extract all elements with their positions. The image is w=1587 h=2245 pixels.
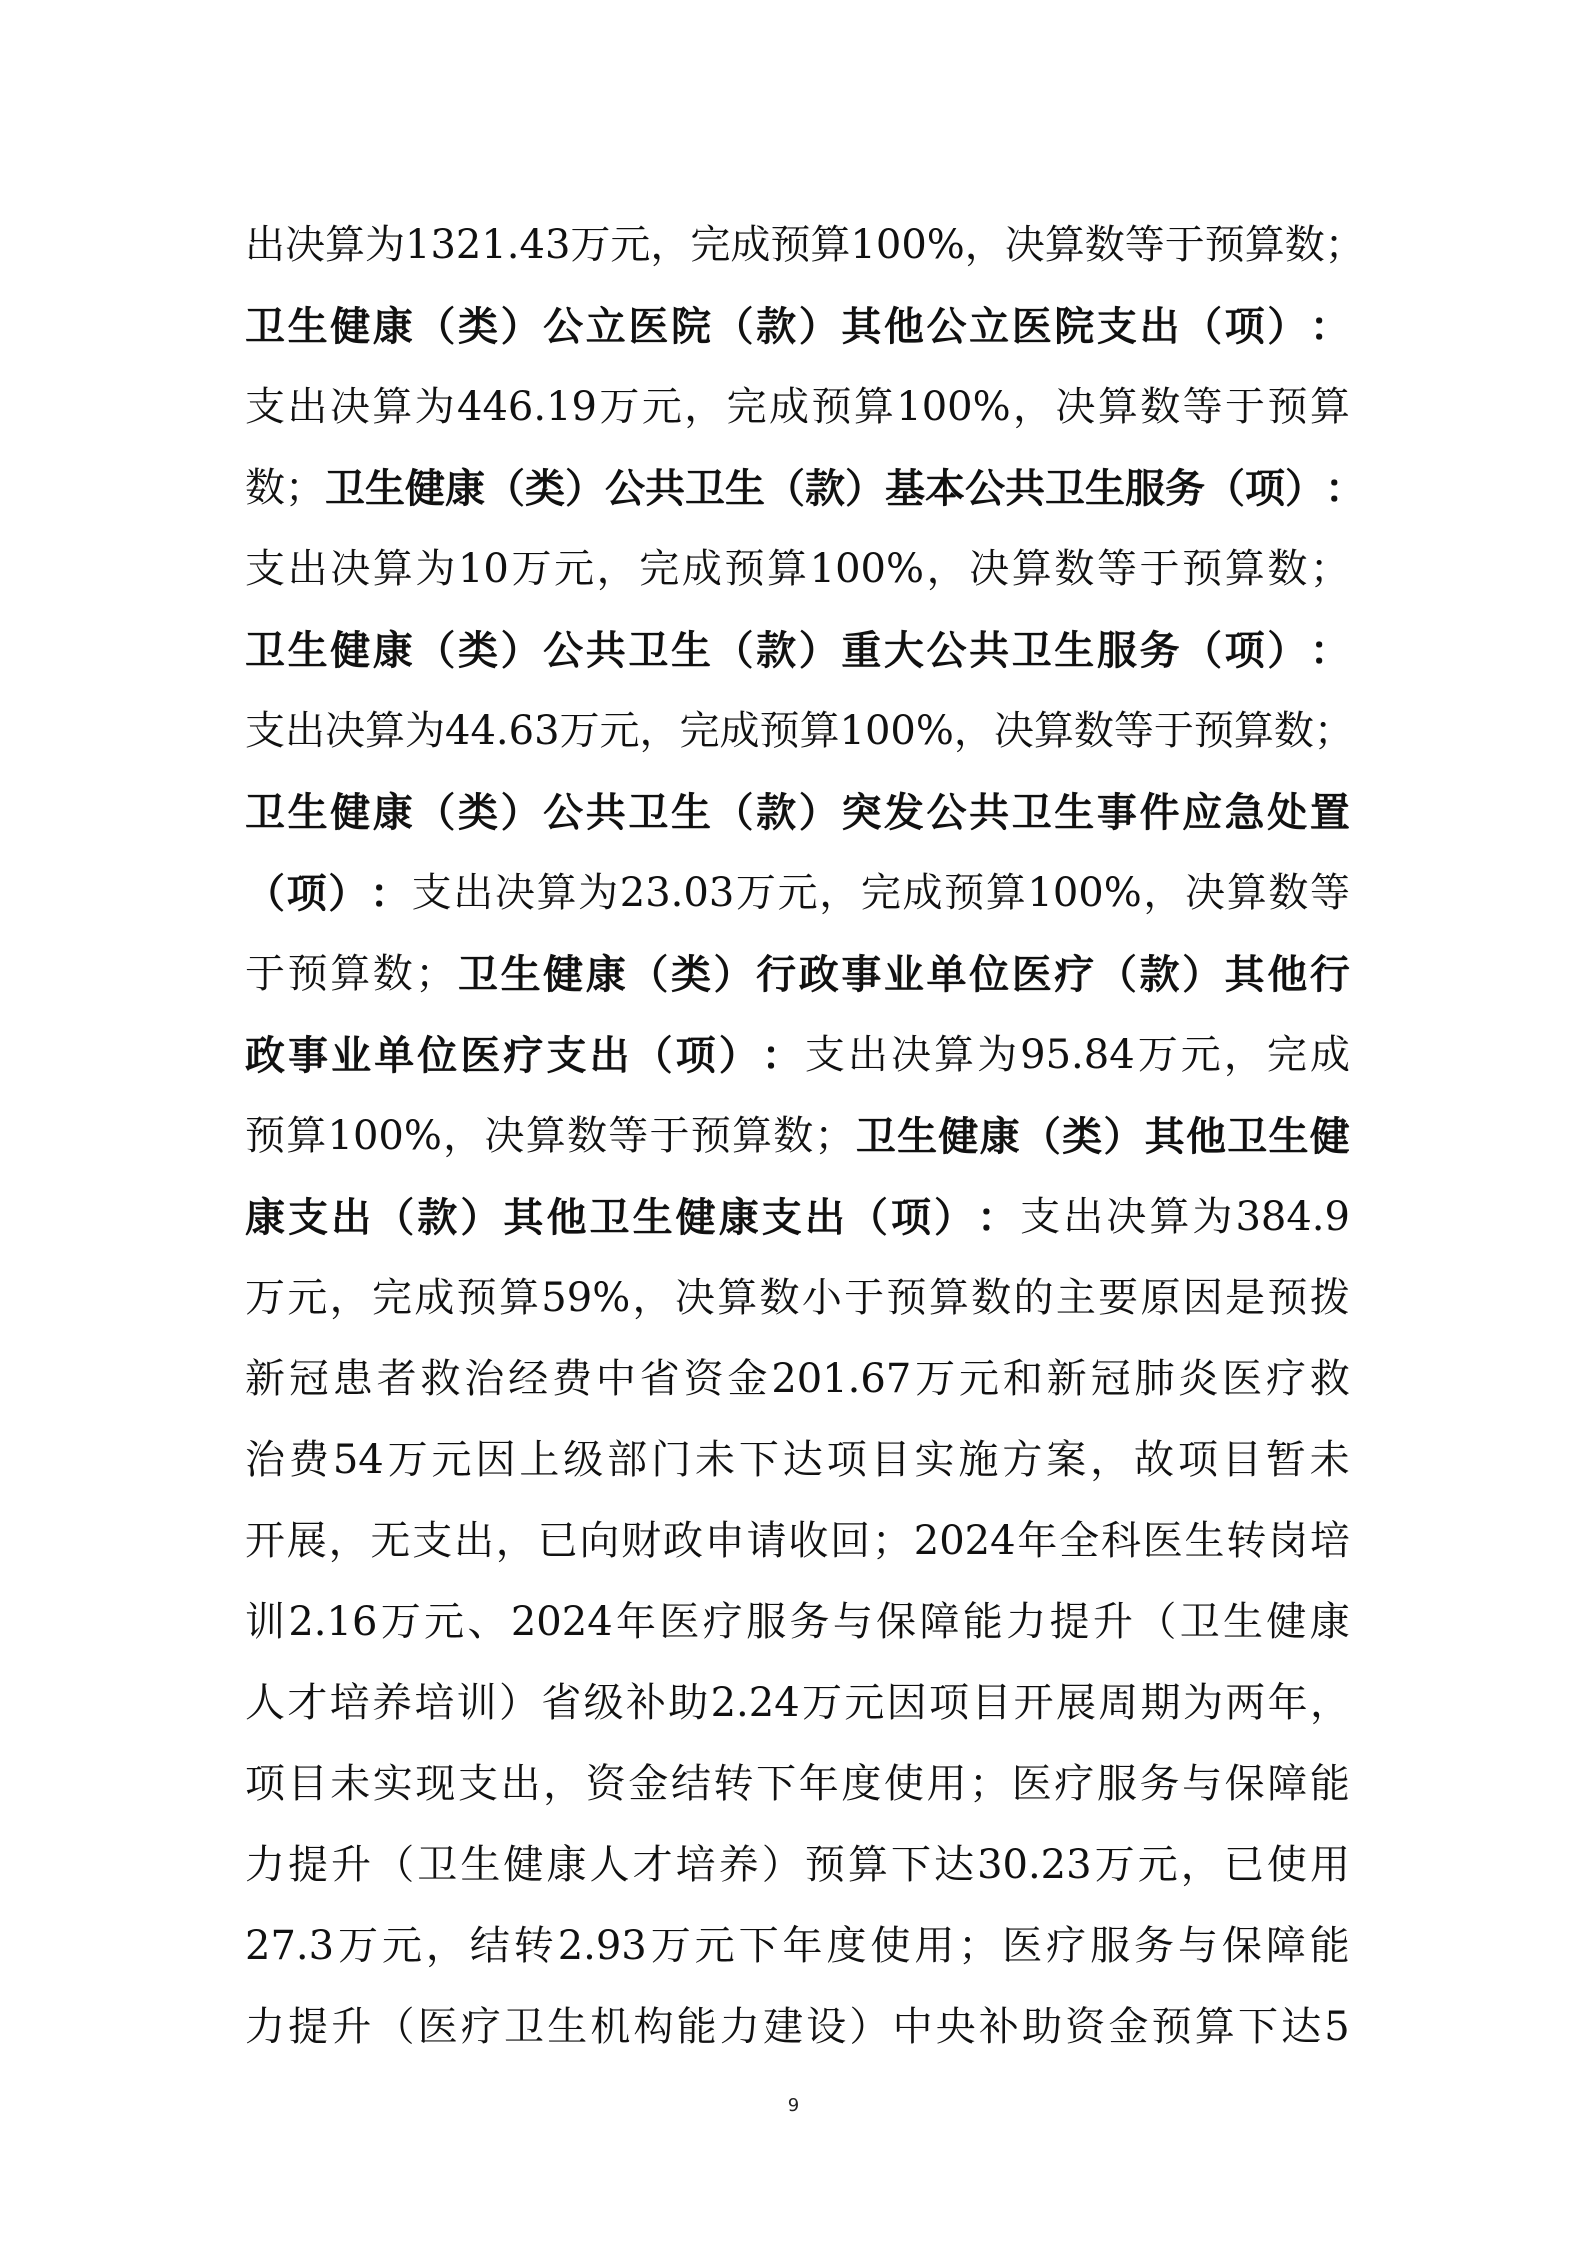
text-line: 数 ； 卫 生 健 康 （ 类 ） 公 共 卫 生 （ 款 ） 基 本 公 共 卫 生 服 务 （ 项 ） ： bbox=[245, 465, 1365, 512]
text-line: 力 提 升 （ 卫 生 健 康 人 才 培 养 ） 预 算 下 达 30.23 万 元 ， 已 使 用 bbox=[245, 1842, 1350, 1888]
text-line: 卫 生 健 康 （ 类 ） 公 共 卫 生 （ 款 ） 突 发 公 共 卫 生 事 件 应 急 处 置 bbox=[245, 789, 1350, 836]
text-line: 万 元 ， 完 成 预 算 59% ， 决 算 数 小 于 预 算 数 的 主 要 原 因 是 预 拨 bbox=[245, 1275, 1350, 1321]
text-line: 训 2.16 万 元 、 2024 年 医 疗 服 务 与 保 障 能 力 提 升 （ 卫 生 健 康 bbox=[245, 1599, 1350, 1645]
text-line: 卫 生 健 康 （ 类 ） 公 立 医 院 （ 款 ） 其 他 公 立 医 院 支 出 （ 项 ） ： bbox=[245, 303, 1350, 350]
text-line: 27.3 万 元 ， 结 转 2.93 万 元 下 年 度 使 用 ； 医 疗 服 务 与 保 障 能 bbox=[245, 1923, 1350, 1969]
page-number: 9 bbox=[787, 2095, 800, 2116]
text-line: 人 才 培 养 培 训 ） 省 级 补 助 2.24 万 元 因 项 目 开 展 周 期 为 两 年 ， bbox=[245, 1680, 1350, 1726]
text-line: 于 预 算 数 ； 卫 生 健 康 （ 类 ） 行 政 事 业 单 位 医 疗 （ 款 ） 其 他 行 bbox=[245, 951, 1350, 998]
text-line: 康 支 出 （ 款 ） 其 他 卫 生 健 康 支 出 （ 项 ） ： 支 出 决 算 为 384.9 bbox=[245, 1194, 1350, 1241]
text-line: 开 展 ， 无 支 出 ， 已 向 财 政 申 请 收 回 ； 2024 年 全 科 医 生 转 岗 培 bbox=[245, 1518, 1350, 1564]
text-line: 项 目 未 实 现 支 出 ， 资 金 结 转 下 年 度 使 用 ； 医 疗 服 务 与 保 障 能 bbox=[245, 1761, 1350, 1807]
text-line: 政 事 业 单 位 医 疗 支 出 （ 项 ） ： 支 出 决 算 为 95.84 万 元 ， 完 成 bbox=[245, 1032, 1350, 1079]
text-line: 力 提 升 （ 医 疗 卫 生 机 构 能 力 建 设 ） 中 央 补 助 资 金 预 算 下 达 5 bbox=[245, 2004, 1350, 2050]
text-line: （ 项 ） ： 支 出 决 算 为 23.03 万 元 ， 完 成 预 算 100% ， 决 算 数 等 bbox=[245, 870, 1350, 917]
text-line: 支 出 决 算 为 44.63 万 元 ， 完 成 预 算 100% ， 决 算 数 等 于 预 算 数 ； bbox=[245, 708, 1354, 754]
body-text bbox=[245, 205, 1365, 2068]
text-line: 出 决 算 为 1321.43 万 元 ， 完 成 预 算 100% ， 决 算 数 等 于 预 算 数 ； bbox=[245, 222, 1365, 268]
text-line: 预 算 100% ， 决 算 数 等 于 预 算 数 ； 卫 生 健 康 （ 类 ） 其 他 卫 生 健 bbox=[245, 1113, 1350, 1160]
text-line: 卫 生 健 康 （ 类 ） 公 共 卫 生 （ 款 ） 重 大 公 共 卫 生 服 务 （ 项 ） ： bbox=[245, 627, 1350, 674]
text-line: 治 费 54 万 元 因 上 级 部 门 未 下 达 项 目 实 施 方 案 ， 故 项 目 暂 未 bbox=[245, 1437, 1350, 1483]
text-line: 支 出 决 算 为 10 万 元 ， 完 成 预 算 100% ， 决 算 数 等 于 预 算 数 ； bbox=[245, 546, 1350, 592]
text-line: 支 出 决 算 为 446.19 万 元 ， 完 成 预 算 100% ， 决 算 数 等 于 预 算 bbox=[245, 384, 1350, 430]
text-line: 新 冠 患 者 救 治 经 费 中 省 资 金 201.67 万 元 和 新 冠 肺 炎 医 疗 救 bbox=[245, 1356, 1350, 1402]
